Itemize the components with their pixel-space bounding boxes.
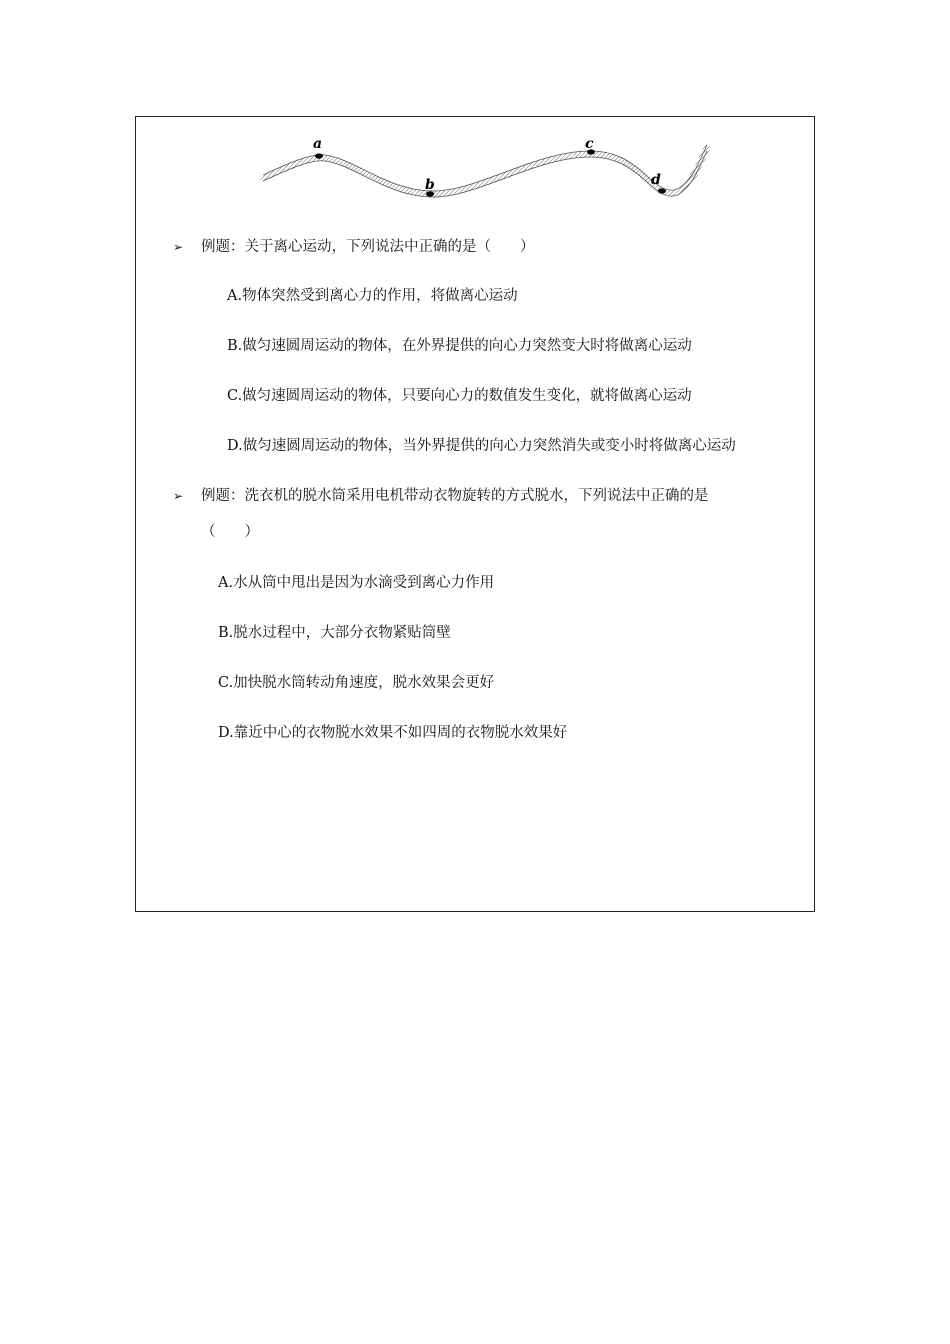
question-1-bullet: ➢ [173,240,184,254]
point-d-marker [658,188,666,193]
content-frame [135,116,815,912]
question-1-option-b: B.做匀速圆周运动的物体，在外界提供的向心力突然变大时将做离心运动 [227,338,692,354]
track-figure [255,134,715,204]
question-2-option-a: A.水从筒中甩出是因为水滴受到离心力作用 [218,575,495,591]
question-2-option-b: B.脱水过程中，大部分衣物紧贴筒壁 [218,625,451,641]
point-b-label: b [425,177,435,193]
question-2-stem: 例题：洗衣机的脱水筒采用电机带动衣物旋转的方式脱水，下列说法中正确的是 [201,488,709,504]
question-2-option-c: C.加快脱水筒转动角速度，脱水效果会更好 [218,675,495,691]
question-2-bullet: ➢ [173,489,184,503]
point-a-label: a [313,136,323,152]
track-curve [263,145,707,197]
point-c-label: c [585,136,594,152]
question-1-option-d: D.做匀速圆周运动的物体，当外界提供的向心力突然消失或变小时将做离心运动 [227,438,736,454]
question-2-option-d: D.靠近中心的衣物脱水效果不如四周的衣物脱水效果好 [218,725,568,741]
question-1-option-a: A.物体突然受到离心力的作用，将做离心运动 [227,288,518,304]
question-1-stem: 例题：关于离心运动，下列说法中正确的是（ ） [201,239,535,255]
point-d-label: d [651,172,661,188]
question-1-option-c: C.做匀速圆周运动的物体，只要向心力的数值发生变化，就将做离心运动 [227,388,692,404]
point-a-marker [315,153,323,158]
question-2-stem-continued: （ ） [201,524,259,540]
